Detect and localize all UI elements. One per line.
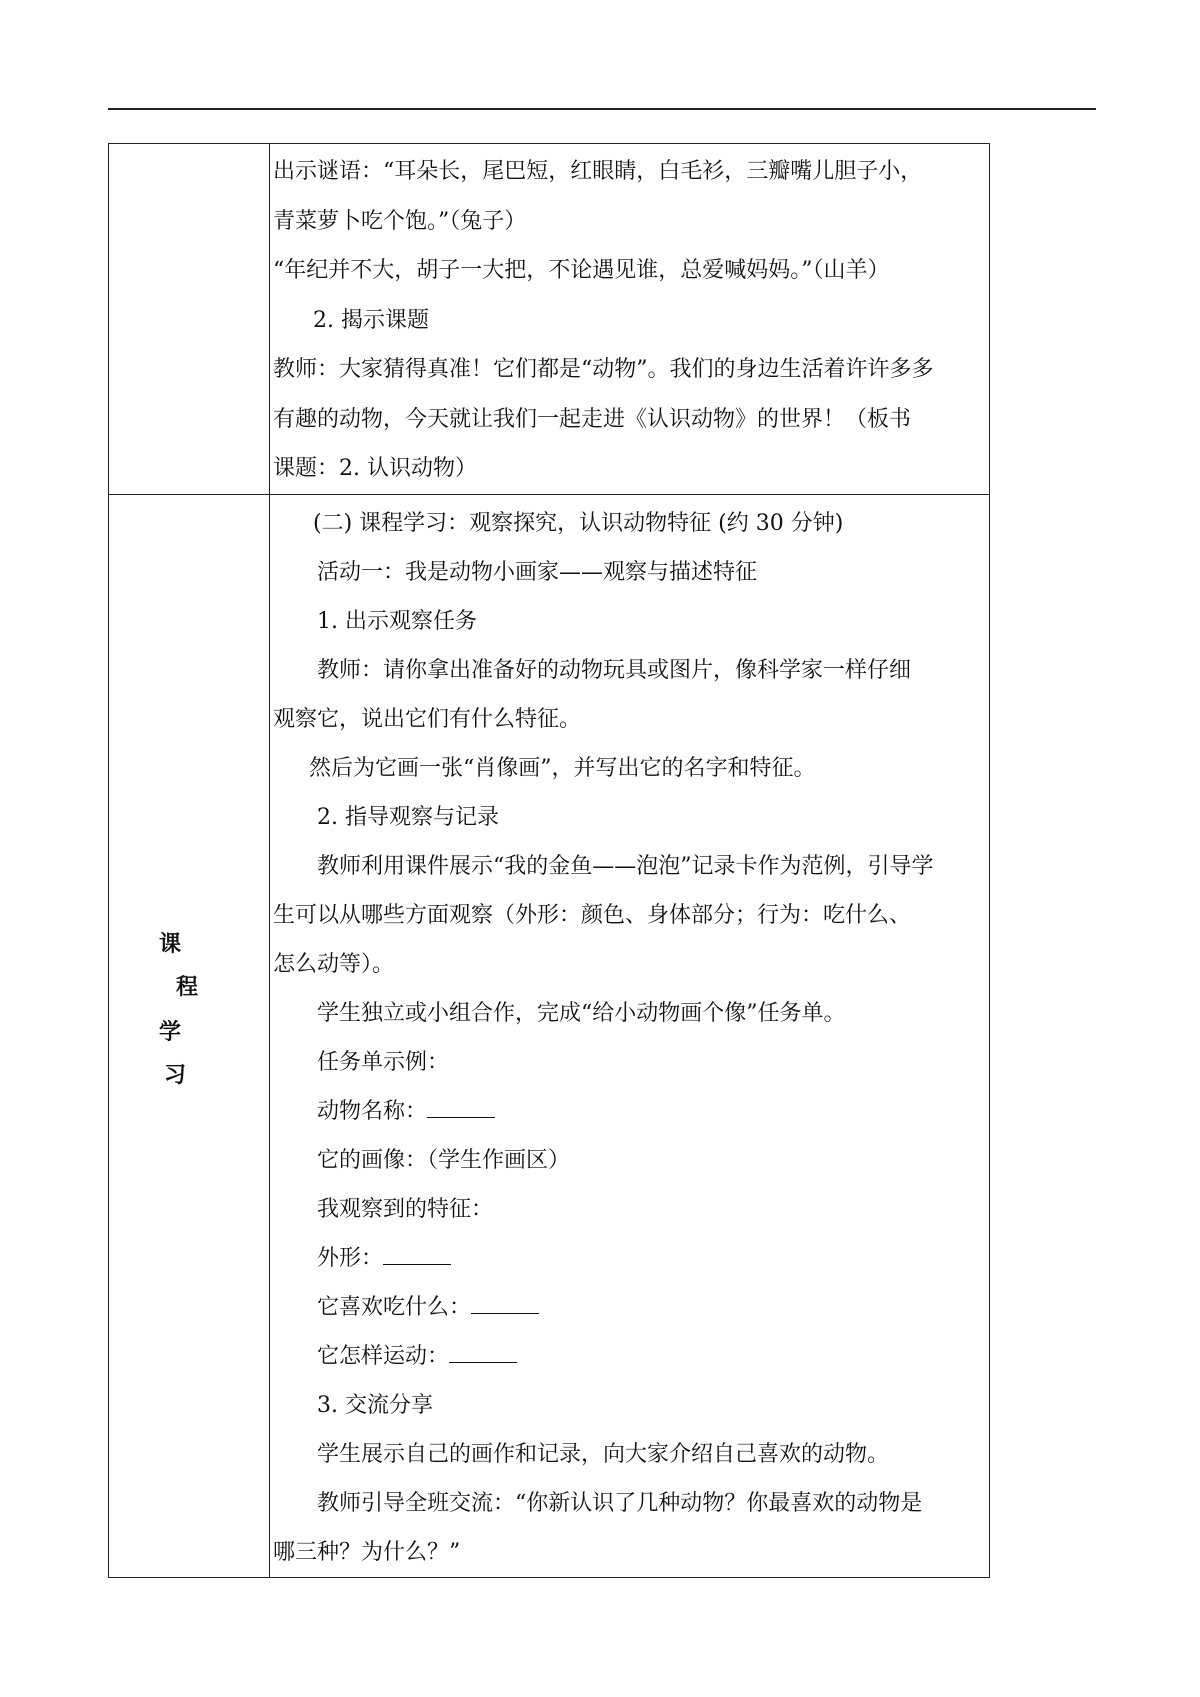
activity-title: 活动一：我是动物小画家——观察与描述特征 bbox=[317, 559, 758, 585]
field-label: 外形： bbox=[317, 1245, 384, 1271]
paragraph-line: 生可以从哪些方面观察（外形：颜色、身体部分；行为：吃什么、 bbox=[273, 902, 912, 928]
blank-line bbox=[449, 1342, 517, 1363]
step-heading: 3. 交流分享 bbox=[317, 1392, 433, 1418]
blank-line bbox=[383, 1244, 451, 1265]
paragraph-line: 教师：请你拿出准备好的动物玩具或图片，像科学家一样仔细 bbox=[317, 657, 912, 683]
teacher-line-2: 有趣的动物，今天就让我们一起走进《认识动物》的世界！（板书 bbox=[273, 406, 912, 432]
worksheet-field: 我观察到的特征： bbox=[317, 1196, 494, 1222]
table-row bbox=[109, 494, 990, 1577]
riddle-line-1: 出示谜语：“耳朵长，尾巴短，红眼睛，白毛衫，三瓣嘴儿胆子小， bbox=[273, 159, 923, 184]
paragraph-line: 学生独立或小组合作，完成“给小动物画个像”任务单。 bbox=[317, 1000, 846, 1026]
content-cell-study bbox=[270, 494, 990, 1577]
paragraph-line: 教师利用课件展示“我的金鱼——泡泡”记录卡作为范例，引导学 bbox=[317, 853, 934, 879]
header-rule bbox=[108, 108, 1096, 110]
table-row bbox=[109, 144, 990, 495]
worksheet-field bbox=[273, 1087, 989, 1136]
paragraph-line: 学生展示自己的画作和记录，向大家介绍自己喜欢的动物。 bbox=[317, 1441, 890, 1467]
step-heading: 2. 揭示课题 bbox=[313, 307, 429, 333]
section-heading: (二) 课程学习：观察探究，认识动物特征 (约 30 分钟) bbox=[313, 510, 844, 536]
content-cell-intro bbox=[270, 144, 990, 495]
worksheet-title: 任务单示例： bbox=[317, 1049, 450, 1075]
field-label: 它喜欢吃什么： bbox=[317, 1294, 472, 1320]
blank-line bbox=[471, 1293, 539, 1314]
step-heading: 2. 指导观察与记录 bbox=[317, 804, 499, 830]
label-char: 习 bbox=[164, 1061, 187, 1088]
worksheet-field bbox=[273, 1234, 989, 1283]
step-heading: 1. 出示观察任务 bbox=[317, 608, 477, 634]
label-char: 课 bbox=[159, 930, 182, 957]
paragraph-line: 哪三种？为什么？” bbox=[273, 1539, 461, 1565]
riddle-line-3: “年纪并不大，胡子一大把，不论遇见谁，总爱喊妈妈。”（山羊） bbox=[273, 258, 890, 283]
label-char: 学 bbox=[159, 1018, 182, 1045]
field-label: 动物名称： bbox=[317, 1098, 428, 1124]
paragraph-line: 然后为它画一张“肖像画”，并写出它的名字和特征。 bbox=[309, 755, 816, 781]
label-cell-course-study bbox=[109, 494, 270, 1577]
teacher-line-1: 教师：大家猜得真准！它们都是“动物”。我们的身边生活着许许多多 bbox=[273, 357, 934, 382]
paragraph-line: 观察它，说出它们有什么特征。 bbox=[273, 706, 582, 732]
paragraph-line: 怎么动等）。 bbox=[273, 951, 395, 977]
lesson-plan-table bbox=[108, 143, 990, 1578]
teacher-line-3: 课题：2. 认识动物） bbox=[273, 456, 477, 481]
worksheet-field: 它的画像：（学生作画区） bbox=[317, 1147, 571, 1173]
worksheet-field bbox=[273, 1332, 989, 1381]
blank-line bbox=[427, 1097, 495, 1118]
riddle-line-2: 青菜萝卜吃个饱。”（兔子） bbox=[273, 208, 527, 234]
label-char: 程 bbox=[176, 973, 199, 1000]
worksheet-field bbox=[273, 1283, 989, 1332]
paragraph-line: 教师引导全班交流：“你新认识了几种动物？你最喜欢的动物是 bbox=[317, 1490, 923, 1516]
field-label: 它怎样运动： bbox=[317, 1343, 450, 1369]
label-cell-empty bbox=[109, 144, 270, 495]
